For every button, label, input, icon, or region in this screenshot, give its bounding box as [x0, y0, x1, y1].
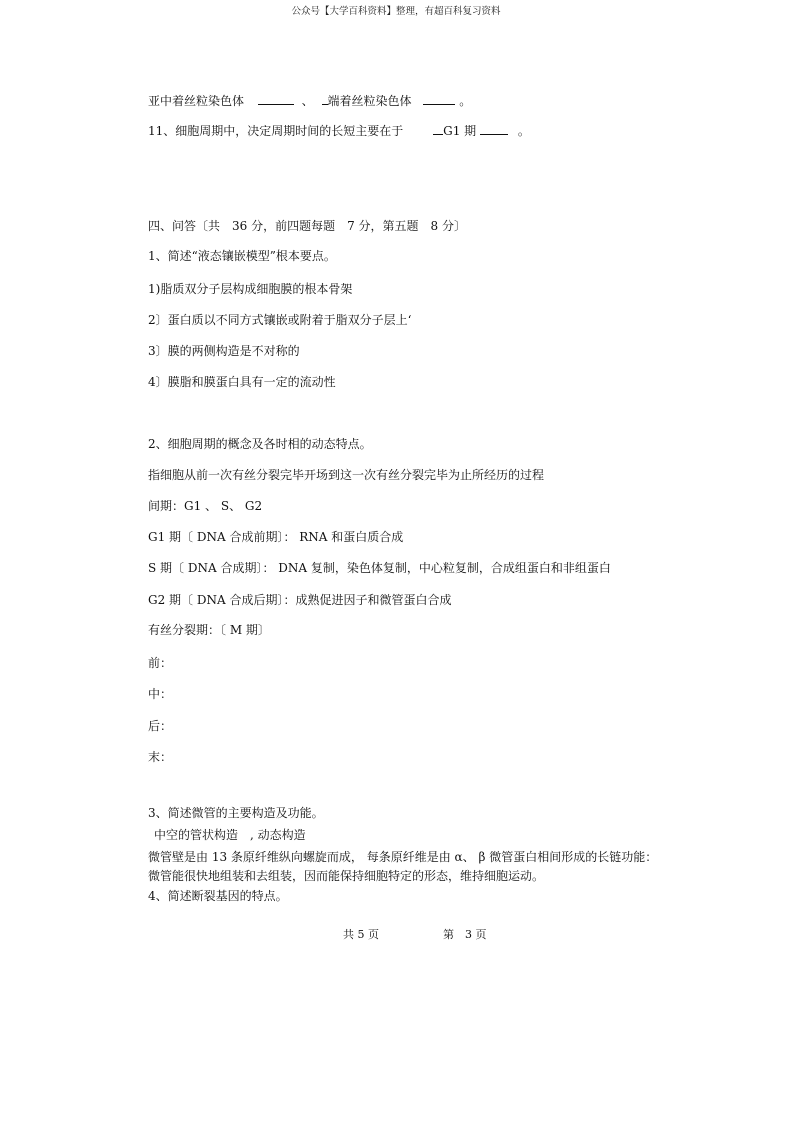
- q11-blank-a: [433, 125, 443, 135]
- q2-answer-2: 间期：G1 、 S、 G2: [148, 499, 263, 513]
- fill-text-a: 亚中着丝粒染色体: [148, 94, 245, 108]
- fill-end: 。: [459, 94, 472, 108]
- page-header: 公众号【大学百科资料】整理，有超百科复习资料: [291, 6, 501, 17]
- q1-answer-1: 1)脂质双分子层构成细胞膜的根本骨架: [148, 282, 353, 296]
- q2-question: 2、细胞周期的概念及各时相的动态特点。: [148, 437, 372, 451]
- q2-answer-3: G1 期〔 DNA 合成前期〕： RNA 和蛋白质合成: [148, 530, 404, 544]
- q3-answer-1: 中空的管状构造 , 动态构造: [154, 828, 306, 842]
- q3-answer-2: 微管壁是由 13 条原纤维纵向螺旋而成， 每条原纤维是由 α、 β 微管蛋白相间形成的长链功能：: [148, 850, 658, 864]
- blank-3: [423, 95, 455, 105]
- fill-text-b: 端着丝粒染色体: [327, 94, 412, 108]
- q1-answer-3: 3〕膜的两侧构造是不对称的: [148, 344, 300, 358]
- q2-answer-5: G2 期〔 DNA 合成后期〕：成熟促进因子和微管蛋白合成: [148, 593, 452, 607]
- q11-end: 。: [517, 124, 530, 138]
- fill-line-q11: [148, 124, 530, 138]
- q2-answer-10: 末：: [148, 750, 173, 764]
- q1-answer-2: 2〕蛋白质以不同方式镶嵌或附着于脂双分子层上‘: [148, 313, 412, 327]
- blank-1: [258, 95, 294, 105]
- q2-answer-4: S 期〔 DNA 合成期〕： DNA 复制，染色体复制，中心粒复制，合成组蛋白和非组蛋白: [148, 561, 611, 575]
- footer-total-pages: 共 5 页: [343, 928, 379, 941]
- fill-line-1: [148, 94, 471, 108]
- q2-answer-1: 指细胞从前一次有丝分裂完毕开场到这一次有丝分裂完毕为止所经历的过程: [148, 468, 545, 482]
- q2-answer-8: 中：: [148, 687, 173, 701]
- q2-answer-7: 前：: [148, 656, 173, 670]
- q2-answer-9: 后：: [148, 719, 173, 733]
- q4-question: 4、简述断裂基因的特点。: [148, 889, 288, 903]
- section-title: 四、问答〔共 36 分，前四题每题 7 分，第五题 8 分〕: [148, 219, 466, 233]
- q11-text: 11、细胞周期中，决定周期时间的长短主要在于: [148, 124, 404, 138]
- q11-answer: G1 期: [443, 124, 477, 138]
- q2-answer-6: 有丝分裂期：〔 M 期〕: [148, 623, 270, 637]
- q1-question: 1、简述“液态镶嵌模型”根本要点。: [148, 249, 336, 263]
- q1-answer-4: 4〕膜脂和膜蛋白具有一定的流动性: [148, 375, 336, 389]
- fill-sep: 、: [301, 94, 314, 108]
- footer-page-number: 第 3 页: [443, 928, 487, 941]
- q11-blank-b: [480, 125, 508, 135]
- q3-answer-3: 微管能很快地组装和去组装，因而能保持细胞特定的形态，维持细胞运动。: [148, 869, 545, 883]
- q3-question: 3、简述微管的主要构造及功能。: [148, 806, 324, 820]
